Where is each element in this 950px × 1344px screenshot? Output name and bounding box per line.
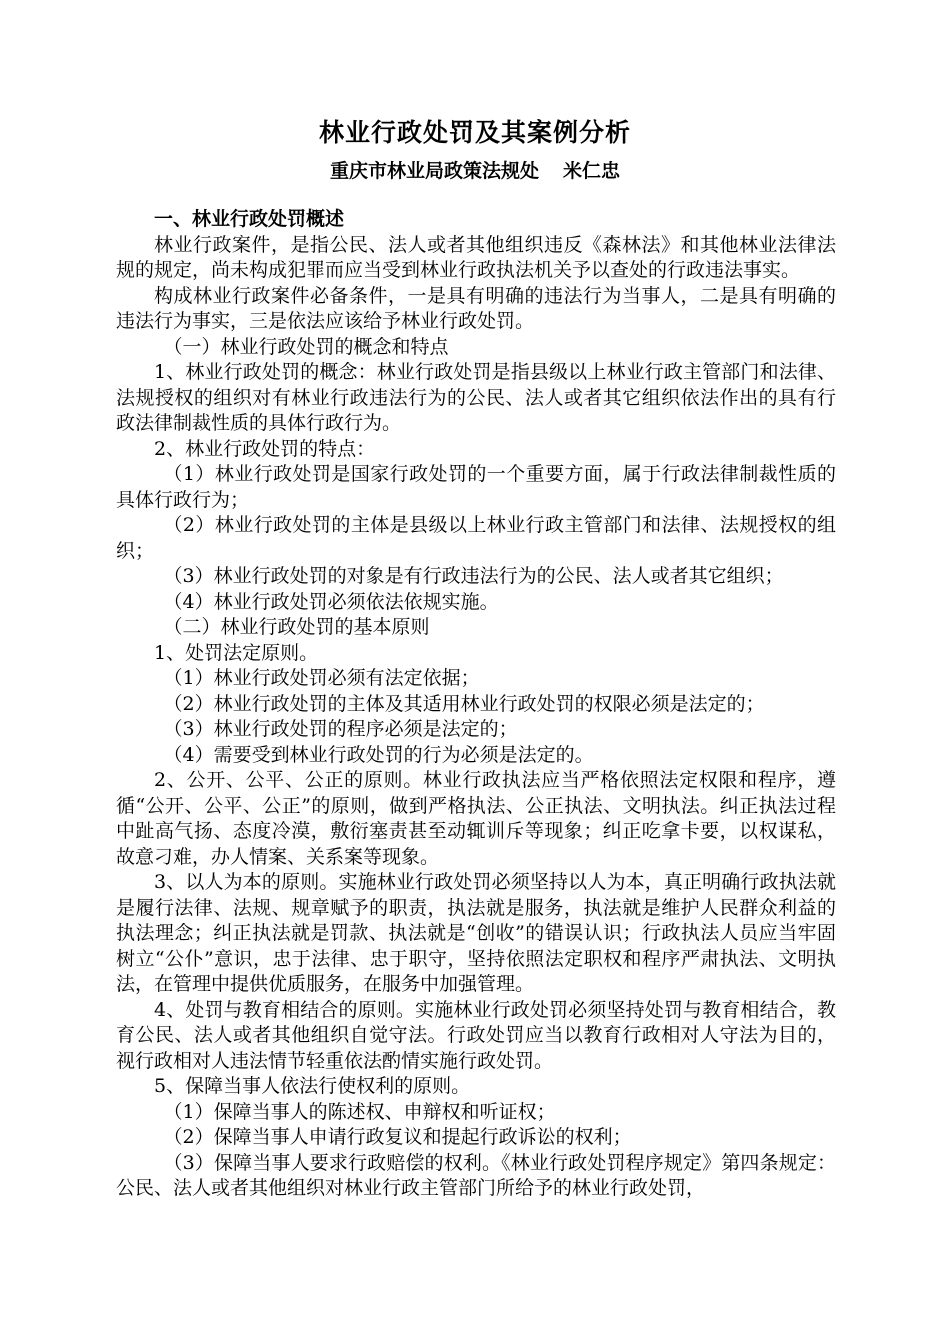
list-paragraph: （1）林业行政处罚必须有法定依据； [163,667,480,689]
list-paragraph: （4）需要受到林业行政处罚的行为必须是法定的。 [163,743,594,766]
list-paragraph: （一）林业行政处罚的概念和特点 [163,335,449,358]
list-paragraph: （2）保障当事人申请行政复议和提起行政诉讼的权利； [163,1126,632,1148]
body-paragraph: 4、处罚与教育相结合的原则。实施林业行政处罚必须坚持处罚与教育相结合，教育公民、法人或者其他组织自觉守法。行政处罚应当以教育行政相对人守法为目的，视行政相对人违法情节轻重依法酌情实施行政处罚。 [116,998,836,1072]
body-paragraph: 5、保障当事人依法行使权利的原则。 [154,1075,471,1097]
list-paragraph: （3）保障当事人要求行政赔偿的权利。《林业行政处罚程序规定》第四条规定：公民、法人或者其他组织对林业行政主管部门所给予的林业行政处罚， [116,1151,836,1199]
body-paragraph: 构成林业行政案件必备条件，一是具有明确的违法行为当事人，二是具有明确的违法行为事实，三是依法应该给予林业行政处罚。 [116,284,836,332]
byline [0,157,950,185]
body-paragraph: 1、处罚法定原则。 [154,641,319,664]
list-paragraph: （2）林业行政处罚的主体及其适用林业行政处罚的权限必须是法定的； [163,692,765,715]
body-paragraph: 3、以人为本的原则。实施林业行政处罚必须坚持以人为本，真正明确行政执法就是履行法律、法规、规章赋予的职责，执法就是服务，执法就是维护人民群众利益的执法理念；纠正执法就是罚款、执法就是“创收”的错误认识；行政执法人员应当牢固树立“公仆”意识，忠于法律、忠于职守，坚持依照法定职权和程序严肃执法、文明执法，在管理中提供优质服务，在服务中加强管理。 [116,871,836,995]
section-heading: 一、林业行政处罚概述 [154,208,345,230]
document-title: 林业行政处罚及其案例分析 [318,118,631,147]
list-paragraph: （二）林业行政处罚的基本原则 [163,616,430,638]
byline-author: 米仁忠 [563,160,621,182]
body-paragraph: 2、林业行政处罚的特点： [154,437,376,460]
list-paragraph: （3）林业行政处罚的对象是有行政违法行为的公民、法人或者其它组织； [163,565,784,587]
list-paragraph: （1）林业行政处罚是国家行政处罚的一个重要方面，属于行政法律制裁性质的具体行政行为； [116,463,836,511]
list-paragraph: （1）保障当事人的陈述权、申辩权和听证权； [163,1100,556,1123]
byline-organization: 重庆市林业局政策法规处 [329,160,539,182]
list-paragraph: （3）林业行政处罚的程序必须是法定的； [163,718,518,740]
list-paragraph: （2）林业行政处罚的主体是县级以上林业行政主管部门和法律、法规授权的组织； [116,514,836,562]
body-paragraph: 1、林业行政处罚的概念：林业行政处罚是指县级以上林业行政主管部门和法律、法规授权的组织对有林业行政违法行为的公民、法人或者其它组织依法作出的具有行政法律制裁性质的具体行政行为。 [116,361,836,434]
document-body [116,207,836,1202]
body-paragraph: 林业行政案件，是指公民、法人或者其他组织违反《森林法》和其他林业法律法规的规定，尚未构成犯罪而应当受到林业行政执法机关予以查处的行政违法事实。 [116,233,836,281]
list-paragraph: （4）林业行政处罚必须依法依规实施。 [163,590,499,613]
body-paragraph: 2、公开、公平、公正的原则。林业行政执法应当严格依照法定权限和程序，遵循“公开、公平、公正”的原则，做到严格执法、公正执法、文明执法。纠正执法过程中趾高气扬、态度冷漠，敷衍塞责甚至动辄训斥等现象；纠正吃拿卡要，以权谋私，故意刁难，办人情案、关系案等现象。 [116,769,836,868]
